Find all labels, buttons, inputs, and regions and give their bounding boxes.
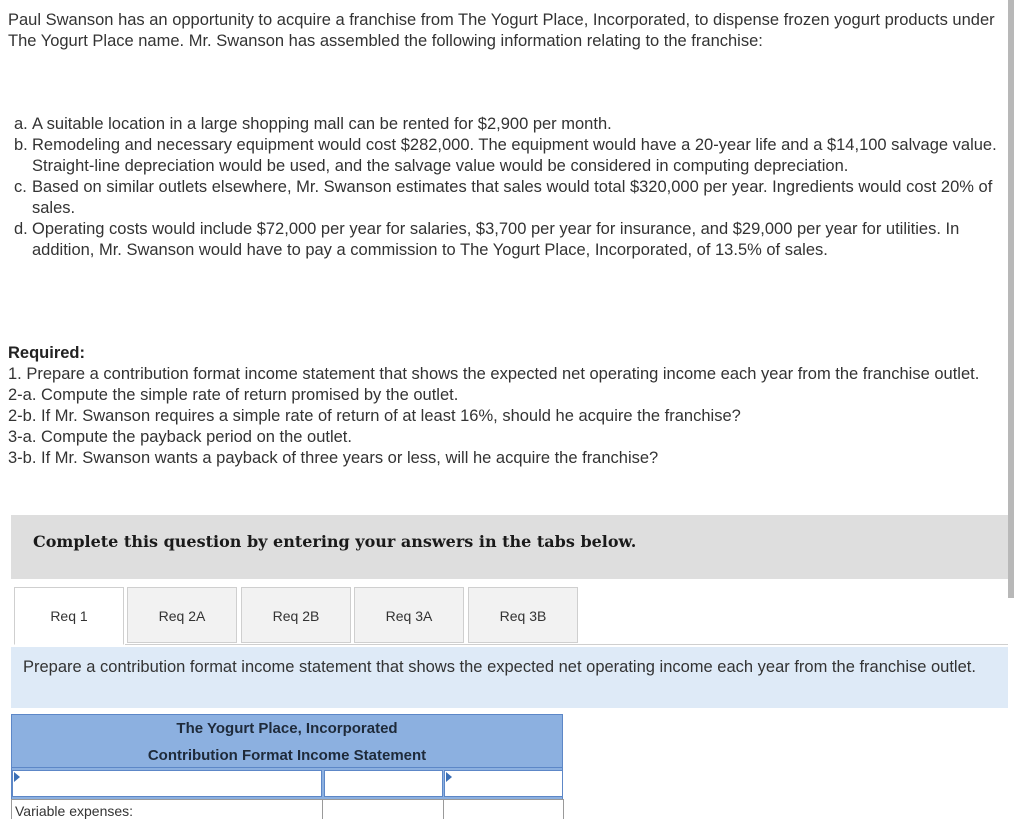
banner-text: Complete this question by entering your answers in the tabs below. bbox=[33, 532, 637, 551]
fact-marker: b. bbox=[14, 136, 28, 154]
required-heading: Required: bbox=[8, 344, 86, 362]
income-statement bbox=[11, 714, 563, 819]
facts-list bbox=[8, 114, 1000, 261]
column-divider bbox=[322, 799, 323, 819]
fact-c bbox=[8, 177, 1000, 219]
required-section bbox=[8, 343, 998, 469]
tab-instruction-panel bbox=[11, 647, 1008, 708]
required-item-1: 1. Prepare a contribution format income statement that shows the expected net operating income each year from the franchise outlet. bbox=[8, 365, 980, 383]
line-item-select[interactable] bbox=[12, 770, 322, 797]
tab-req-2a[interactable]: Req 2A bbox=[127, 587, 237, 643]
column-divider bbox=[563, 799, 564, 819]
amount-input-2[interactable] bbox=[444, 770, 563, 797]
dropdown-flag-icon bbox=[14, 772, 20, 782]
row-divider bbox=[12, 799, 564, 800]
fact-marker: c. bbox=[14, 178, 27, 196]
statement-row-variable-expenses bbox=[11, 799, 563, 819]
amount-input-1[interactable] bbox=[324, 770, 443, 797]
fact-b bbox=[8, 135, 1000, 177]
statement-subtitle: Contribution Format Income Statement bbox=[147, 747, 427, 764]
fact-text: Based on similar outlets elsewhere, Mr. Swanson estimates that sales would total $320,000 per year. Ingredients would cost 20% of sales. bbox=[32, 178, 993, 217]
required-item-3a: 3-a. Compute the payback period on the outlet. bbox=[8, 428, 352, 446]
instructions-banner bbox=[11, 515, 1008, 579]
tab-instruction-text: Prepare a contribution format income statement that shows the expected net operating income each year from the franchise outlet. bbox=[23, 658, 976, 676]
tab-req-2b[interactable]: Req 2B bbox=[241, 587, 351, 643]
fact-marker: d. bbox=[14, 220, 28, 238]
fact-d bbox=[8, 219, 1000, 261]
tab-divider bbox=[125, 644, 1008, 645]
tab-req-3b[interactable]: Req 3B bbox=[468, 587, 578, 643]
required-item-2b: 2-b. If Mr. Swanson requires a simple rate of return of at least 16%, should he acquire the franchise? bbox=[8, 407, 741, 425]
required-item-3b: 3-b. If Mr. Swanson wants a payback of three years or less, will he acquire the franchise? bbox=[8, 449, 659, 467]
required-item-2a: 2-a. Compute the simple rate of return promised by the outlet. bbox=[8, 386, 459, 404]
statement-title: The Yogurt Place, Incorporated bbox=[176, 720, 398, 737]
problem-intro: Paul Swanson has an opportunity to acquire a franchise from The Yogurt Place, Incorporated, to dispense frozen yogurt products under The Yogurt Place name. Mr. Swanson has assembled the following information relating to the franchise: bbox=[8, 11, 995, 50]
statement-row bbox=[11, 768, 563, 799]
fact-a bbox=[8, 114, 1000, 135]
dropdown-flag-icon bbox=[446, 772, 452, 782]
variable-expenses-label: Variable expenses: bbox=[15, 803, 134, 819]
fact-text: Remodeling and necessary equipment would cost $282,000. The equipment would have a 20-year life and a $14,100 salvage value. Straight-line depreciation would be used, and the salvage value would be considered in computing depreciation. bbox=[32, 136, 997, 175]
tab-req-1[interactable]: Req 1 bbox=[14, 587, 124, 645]
statement-header bbox=[11, 714, 563, 768]
fact-text: A suitable location in a large shopping mall can be rented for $2,900 per month. bbox=[32, 115, 612, 133]
tab-req-3a[interactable]: Req 3A bbox=[354, 587, 464, 643]
fact-text: Operating costs would include $72,000 per year for salaries, $3,700 per year for insurance, and $29,000 per year for utilities. In addition, Mr. Swanson would have to pay a commission to The Yogurt Place, Incorporated, of 13.5% of sales. bbox=[32, 220, 960, 259]
column-divider bbox=[443, 799, 444, 819]
fact-marker: a. bbox=[14, 115, 28, 133]
page-right-border bbox=[1008, 0, 1014, 598]
